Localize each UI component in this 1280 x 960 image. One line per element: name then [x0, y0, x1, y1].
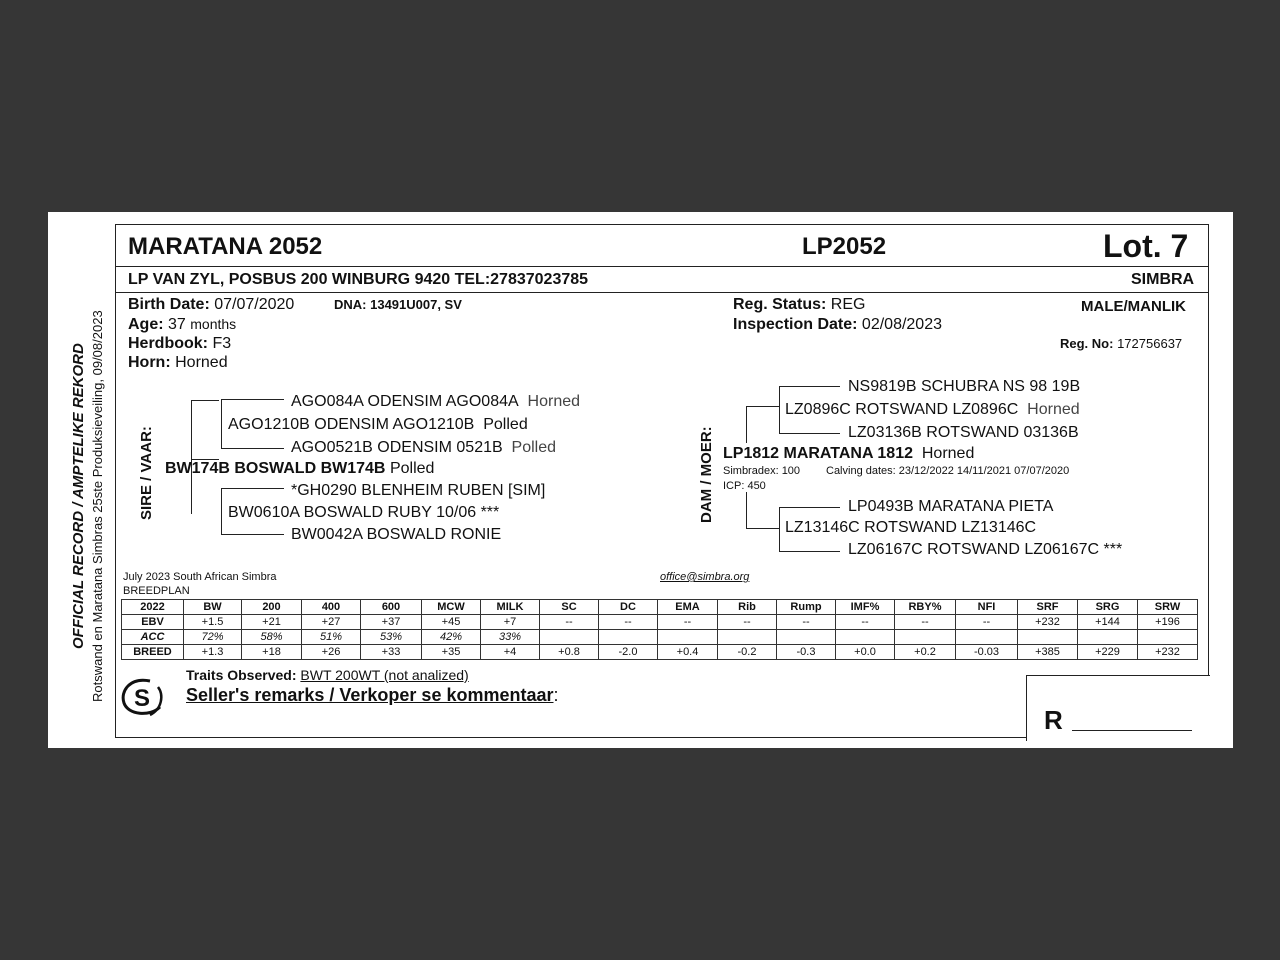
age-label: Age: — [128, 316, 164, 333]
simbra-logo-icon — [120, 675, 166, 719]
dam-bottom-bracket — [746, 492, 779, 529]
acc-cell: 51% — [302, 630, 361, 645]
acc-cell — [956, 630, 1018, 645]
breed-cell: +0.2 — [895, 645, 956, 660]
acc-cell: 42% — [422, 630, 481, 645]
ebv-cell: -- — [540, 615, 599, 630]
breed-cell: +35 — [422, 645, 481, 660]
breed-cell: +232 — [1138, 645, 1198, 660]
sire-bracket — [191, 400, 219, 460]
traits-label: Traits Observed: — [186, 667, 297, 683]
breeder-divider — [115, 292, 1209, 293]
reg-no-label: Reg. No: — [1060, 336, 1114, 351]
dam-top-bracket — [746, 406, 779, 443]
ebv-header: SRF — [1018, 600, 1078, 615]
dam-dam: LZ13146C ROTSWAND LZ13146C — [785, 519, 1037, 536]
acc-cell — [1138, 630, 1198, 645]
acc-row — [122, 630, 1198, 645]
seller-remarks-label: Seller's remarks / Verkoper se kommentaar — [186, 685, 554, 705]
seller-remarks — [186, 685, 559, 706]
acc-cell — [599, 630, 658, 645]
age-value: 37 — [168, 316, 186, 333]
ebv-header: 400 — [302, 600, 361, 615]
ebv-header: RBY% — [895, 600, 956, 615]
animal-id: LP2052 — [802, 233, 887, 260]
ebv-header: SRW — [1138, 600, 1198, 615]
dam-name-text: LP1812 MARATANA 1812 — [723, 445, 913, 462]
breed-cell: +26 — [302, 645, 361, 660]
ebv-header: DC — [599, 600, 658, 615]
breed-cell: BREED — [122, 645, 184, 660]
lot-number: Lot. 7 — [1103, 228, 1189, 264]
svg-text:S: S — [134, 685, 151, 712]
dam-sire-sire: NS9819B SCHUBRA NS 98 19B — [848, 378, 1081, 395]
acc-cell — [1078, 630, 1138, 645]
breed-cell: -0.2 — [718, 645, 777, 660]
ebv-header: BW — [184, 600, 242, 615]
ebv-cell: +21 — [242, 615, 302, 630]
ebv-header: EMA — [658, 600, 718, 615]
breed-cell: -2.0 — [599, 645, 658, 660]
acc-cell: ACC — [122, 630, 184, 645]
acc-cell: 58% — [242, 630, 302, 645]
ebv-source-2: BREEDPLAN — [123, 585, 190, 597]
sss-name: AGO084A ODENSIM AGO084A — [291, 393, 519, 410]
ebv-cell: -- — [718, 615, 777, 630]
sire-dam-sire: *GH0290 BLENHEIM RUBEN [SIM] — [291, 482, 546, 499]
acc-cell — [718, 630, 777, 645]
acc-cell — [1018, 630, 1078, 645]
simbradex: Simbradex: 100 — [723, 465, 801, 477]
dna-info: DNA: 13491U007, SV — [334, 297, 462, 312]
acc-cell — [777, 630, 836, 645]
ebv-cell: -- — [895, 615, 956, 630]
breed-cell: +0.0 — [836, 645, 895, 660]
ebv-header: SRG — [1078, 600, 1138, 615]
acc-cell — [540, 630, 599, 645]
herdbook — [128, 335, 231, 353]
official-record-label: OFFICIAL RECORD / AMPTELIKE REKORD — [70, 343, 87, 649]
breed-cell: +18 — [242, 645, 302, 660]
ds-name: LZ0896C ROTSWAND LZ0896C — [785, 401, 1019, 418]
sex: MALE/MANLIK — [1081, 298, 1186, 315]
price-prefix: R — [1044, 705, 1063, 735]
sire-dam-tick — [191, 474, 193, 514]
seller-remarks-colon: : — [553, 685, 559, 705]
ebv-header: Rib — [718, 600, 777, 615]
dam-name — [723, 445, 974, 463]
sire-sire-sire — [291, 393, 580, 411]
ebv-header: IMF% — [836, 600, 895, 615]
dam-sire-dam: LZ03136B ROTSWAND 03136B — [848, 424, 1079, 441]
ebv-cell: -- — [777, 615, 836, 630]
acc-cell — [895, 630, 956, 645]
dam-dam-dam: LZ06167C ROTSWAND LZ06167C *** — [848, 541, 1123, 558]
breed-name: SIMBRA — [1131, 271, 1195, 288]
ebv-table — [121, 599, 1198, 660]
breed-cell: +229 — [1078, 645, 1138, 660]
reg-status — [733, 296, 865, 314]
icp: ICP: 450 — [723, 480, 766, 492]
sss-horn: Horned — [527, 393, 581, 410]
breed-cell: +385 — [1018, 645, 1078, 660]
ebv-cell: +7 — [481, 615, 540, 630]
ss-name: AGO1210B ODENSIM AGO1210B — [228, 416, 475, 433]
sire-sire — [228, 416, 528, 434]
dam-label: DAM / MOER: — [698, 426, 715, 523]
price-input[interactable] — [1072, 730, 1192, 731]
herdbook-value: F3 — [212, 335, 232, 352]
breed-cell: +1.3 — [184, 645, 242, 660]
inspection-value: 02/08/2023 — [861, 316, 942, 333]
age-unit: months — [190, 316, 237, 332]
breed-cell: +33 — [361, 645, 422, 660]
ebv-cell: -- — [658, 615, 718, 630]
acc-cell: 53% — [361, 630, 422, 645]
dam-horn: Horned — [921, 445, 975, 462]
ebv-cell: +27 — [302, 615, 361, 630]
header-divider — [115, 266, 1209, 267]
reg-number — [1060, 336, 1182, 351]
sire-name — [165, 460, 434, 478]
ebv-cell: +196 — [1138, 615, 1198, 630]
breed-cell: -0.3 — [777, 645, 836, 660]
horn-value: Horned — [175, 354, 228, 371]
ebv-header: 200 — [242, 600, 302, 615]
ebv-cell: +144 — [1078, 615, 1138, 630]
inspection-date — [733, 316, 942, 334]
breed-cell: +4 — [481, 645, 540, 660]
ebv-cell: +232 — [1018, 615, 1078, 630]
reg-status-value: REG — [830, 296, 866, 313]
ebv-header: MCW — [422, 600, 481, 615]
traits-observed — [186, 667, 469, 683]
breeder-info: LP VAN ZYL, POSBUS 200 WINBURG 9420 TEL:27837023785 — [128, 271, 589, 288]
acc-cell — [658, 630, 718, 645]
acc-cell: 72% — [184, 630, 242, 645]
reg-no-value: 172756637 — [1117, 336, 1183, 351]
sire-name-text: BW174B BOSWALD BW174B — [165, 460, 386, 477]
ebv-header: MILK — [481, 600, 540, 615]
calving-dates: Calving dates: 23/12/2022 14/11/2021 07/07/2020 — [826, 465, 1070, 477]
ebv-cell: +45 — [422, 615, 481, 630]
birth-date-value: 07/07/2020 — [214, 296, 295, 313]
dam-dam-sire: LP0493B MARATANA PIETA — [848, 498, 1054, 515]
age — [128, 316, 236, 334]
ebv-row — [122, 615, 1198, 630]
lot-card — [48, 212, 1233, 748]
sire-label: SIRE / VAAR: — [138, 426, 155, 520]
ebv-cell: -- — [956, 615, 1018, 630]
acc-cell — [836, 630, 895, 645]
contact-email[interactable]: office@simbra.org — [660, 571, 750, 583]
ebv-cell: EBV — [122, 615, 184, 630]
traits-value: BWT 200WT (not analized) — [300, 667, 469, 683]
sire-dam-dam: BW0042A BOSWALD RONIE — [291, 526, 502, 543]
breed-cell: +0.8 — [540, 645, 599, 660]
ebv-header: 2022 — [122, 600, 184, 615]
sire-horn: Polled — [389, 460, 435, 477]
breed-cell: +0.4 — [658, 645, 718, 660]
ebv-cell: -- — [836, 615, 895, 630]
horn-status — [128, 354, 228, 372]
breed-row — [122, 645, 1198, 660]
acc-cell: 33% — [481, 630, 540, 645]
ebv-cell: -- — [599, 615, 658, 630]
breed-cell: -0.03 — [956, 645, 1018, 660]
reg-status-label: Reg. Status: — [733, 296, 827, 313]
animal-name: MARATANA 2052 — [128, 233, 323, 260]
sire-sire-dam — [291, 439, 556, 457]
ebv-header: 600 — [361, 600, 422, 615]
birth-date-label: Birth Date: — [128, 296, 210, 313]
ebv-header: NFI — [956, 600, 1018, 615]
ebv-cell: +37 — [361, 615, 422, 630]
birth-date — [128, 296, 294, 314]
horn-label: Horn: — [128, 354, 171, 371]
ebv-header: Rump — [777, 600, 836, 615]
ebv-source: July 2023 South African Simbra — [123, 571, 277, 583]
ds-horn: Horned — [1027, 401, 1080, 418]
ssd-name: AGO0521B ODENSIM 0521B — [291, 439, 503, 456]
sale-name-label: Rotswand en Maratana Simbras 25ste Produksieveiling, 09/08/2023 — [90, 310, 105, 702]
ebv-header: SC — [540, 600, 599, 615]
ebv-cell: +1.5 — [184, 615, 242, 630]
sire-dam: BW0610A BOSWALD RUBY 10/06 *** — [228, 504, 500, 521]
ss-horn: Polled — [483, 416, 528, 433]
inspection-label: Inspection Date: — [733, 316, 858, 333]
dam-sire — [785, 401, 1080, 419]
herdbook-label: Herdbook: — [128, 335, 208, 352]
ssd-horn: Polled — [511, 439, 557, 456]
ebv-header-row — [122, 600, 1198, 615]
